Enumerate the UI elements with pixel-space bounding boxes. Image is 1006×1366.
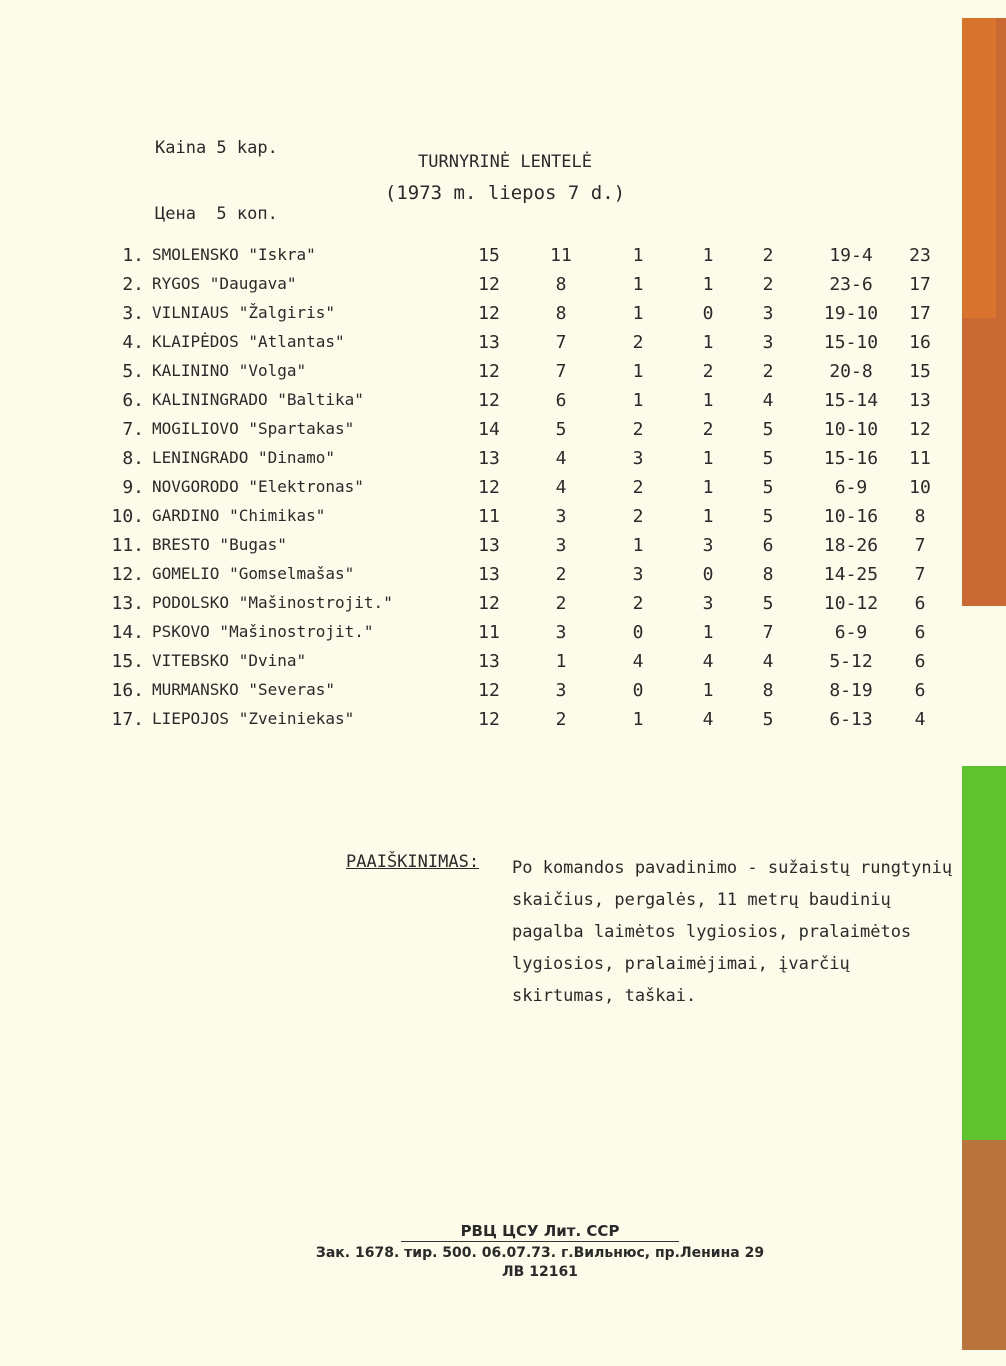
wins: 2 [555,564,567,585]
row-number: 16. [111,680,144,701]
penalty-draws-lost: 1 [702,622,714,643]
row-number: 1. [122,245,144,266]
penalty-draws-lost: 0 [702,303,714,324]
losses: 5 [762,506,774,527]
penalty-draws-won: 1 [632,361,644,382]
penalty-draws-lost: 1 [702,390,714,411]
losses: 7 [762,622,774,643]
goal-difference: 10-12 [823,593,879,614]
team-name: RYGOS "Daugava" [152,274,297,293]
games-played: 11 [478,622,500,643]
points: 7 [914,564,926,585]
wins: 6 [555,390,567,411]
table-row [100,593,950,622]
games-played: 12 [478,274,500,295]
imprint-publisher: РВЦ ЦСУ Лит. ССР [401,1222,680,1242]
goal-difference: 15-10 [823,332,879,353]
table-row [100,245,950,274]
games-played: 13 [478,448,500,469]
table-row [100,564,950,593]
goal-difference: 19-10 [823,303,879,324]
wins: 2 [555,593,567,614]
imprint-code: ЛВ 12161 [502,1264,578,1280]
games-played: 12 [478,361,500,382]
wins: 2 [555,709,567,730]
goal-difference: 15-16 [823,448,879,469]
team-name: GOMELIO "Gomselmašas" [152,564,355,583]
wins: 7 [555,361,567,382]
penalty-draws-lost: 2 [702,419,714,440]
games-played: 13 [478,651,500,672]
points: 6 [914,622,926,643]
row-number: 9. [122,477,144,498]
row-number: 12. [111,564,144,585]
table-row [100,709,950,738]
wins: 1 [555,651,567,672]
losses: 5 [762,709,774,730]
penalty-draws-won: 1 [632,245,644,266]
orange-edge-strip-bottom [962,1140,1006,1350]
table-row [100,303,950,332]
wins: 3 [555,506,567,527]
losses: 3 [762,303,774,324]
games-played: 12 [478,593,500,614]
table-title: TURNYRINĖ LENTELĖ [418,152,592,172]
points: 8 [914,506,926,527]
printer-imprint [290,1222,790,1280]
penalty-draws-won: 3 [632,564,644,585]
penalty-draws-won: 2 [632,506,644,527]
points: 12 [909,419,931,440]
row-number: 6. [122,390,144,411]
team-name: KLAIPĖDOS "Atlantas" [152,332,345,351]
losses: 4 [762,651,774,672]
table-row [100,622,950,651]
points: 6 [914,680,926,701]
penalty-draws-lost: 3 [702,593,714,614]
table-row [100,390,950,419]
penalty-draws-lost: 3 [702,535,714,556]
penalty-draws-won: 3 [632,448,644,469]
penalty-draws-lost: 1 [702,448,714,469]
goal-difference: 18-26 [823,535,879,556]
wins: 3 [555,680,567,701]
wins: 3 [555,622,567,643]
team-name: MOGILIOVO "Spartakas" [152,419,355,438]
points: 6 [914,651,926,672]
losses: 3 [762,332,774,353]
edge-gap [962,606,1006,766]
team-name: LIEPOJOS "Zveiniekas" [152,709,355,728]
row-number: 7. [122,419,144,440]
table-row [100,419,950,448]
losses: 2 [762,245,774,266]
team-name: SMOLENSKO "Iskra" [152,245,316,264]
goal-difference: 10-16 [823,506,879,527]
team-name: GARDINO "Chimikas" [152,506,326,525]
penalty-draws-won: 1 [632,390,644,411]
team-name: PSKOVO "Mašinostrojit." [152,622,374,641]
table-row [100,332,950,361]
penalty-draws-lost: 4 [702,651,714,672]
points: 6 [914,593,926,614]
penalty-draws-won: 2 [632,419,644,440]
penalty-draws-lost: 1 [702,680,714,701]
games-played: 13 [478,564,500,585]
standings-table [100,245,950,738]
penalty-draws-won: 1 [632,274,644,295]
goal-difference: 20-8 [829,361,873,382]
penalty-draws-won: 0 [632,622,644,643]
points: 17 [909,303,931,324]
team-name: VITEBSKO "Dvina" [152,651,307,670]
penalty-draws-won: 1 [632,303,644,324]
games-played: 12 [478,303,500,324]
wins: 4 [555,477,567,498]
row-number: 13. [111,593,144,614]
orange-edge-strip-top-inner [962,18,996,318]
wins: 11 [550,245,572,266]
points: 11 [909,448,931,469]
penalty-draws-lost: 1 [702,332,714,353]
goal-difference: 19-4 [829,245,873,266]
imprint-order: Зак. 1678. тир. 500. 06.07.73. г.Вильнюс, пр.Ленина 29 [315,1245,765,1261]
games-played: 11 [478,506,500,527]
row-number: 11. [111,535,144,556]
table-row [100,506,950,535]
penalty-draws-won: 4 [632,651,644,672]
points: 7 [914,535,926,556]
losses: 5 [762,448,774,469]
team-name: NOVGORODO "Elektronas" [152,477,364,496]
points: 10 [909,477,931,498]
table-date: (1973 m. liepos 7 d.) [384,182,626,204]
penalty-draws-lost: 1 [702,245,714,266]
losses: 8 [762,564,774,585]
games-played: 15 [478,245,500,266]
team-name: LENINGRADO "Dinamo" [152,448,336,467]
losses: 8 [762,680,774,701]
goal-difference: 6-9 [834,622,868,643]
row-number: 3. [122,303,144,324]
row-number: 10. [111,506,144,527]
table-row [100,477,950,506]
goal-difference: 6-9 [834,477,868,498]
price-lithuanian: Kaina 5 kap. [155,138,278,158]
wins: 8 [555,303,567,324]
goal-difference: 5-12 [829,651,873,672]
row-number: 17. [111,709,144,730]
games-played: 12 [478,680,500,701]
penalty-draws-lost: 2 [702,361,714,382]
penalty-draws-lost: 0 [702,564,714,585]
goal-difference: 23-6 [829,274,873,295]
wins: 4 [555,448,567,469]
games-played: 13 [478,535,500,556]
penalty-draws-won: 2 [632,477,644,498]
row-number: 5. [122,361,144,382]
table-row [100,535,950,564]
price-russian: Цена 5 коп. [155,204,278,224]
penalty-draws-lost: 4 [702,709,714,730]
losses: 6 [762,535,774,556]
penalty-draws-won: 2 [632,332,644,353]
points: 13 [909,390,931,411]
goal-difference: 10-10 [823,419,879,440]
points: 4 [914,709,926,730]
table-row [100,680,950,709]
row-number: 4. [122,332,144,353]
losses: 4 [762,390,774,411]
penalty-draws-won: 1 [632,709,644,730]
games-played: 12 [478,390,500,411]
table-row [100,274,950,303]
row-number: 2. [122,274,144,295]
wins: 7 [555,332,567,353]
table-row [100,448,950,477]
table-row [100,361,950,390]
penalty-draws-won: 1 [632,535,644,556]
team-name: PODOLSKO "Mašinostrojit." [152,593,393,612]
goal-difference: 14-25 [823,564,879,585]
games-played: 14 [478,419,500,440]
price-block [155,93,278,269]
points: 17 [909,274,931,295]
team-name: MURMANSKO "Severas" [152,680,336,699]
games-played: 12 [478,709,500,730]
losses: 5 [762,477,774,498]
points: 15 [909,361,931,382]
points: 16 [909,332,931,353]
penalty-draws-won: 0 [632,680,644,701]
losses: 5 [762,593,774,614]
goal-difference: 15-14 [823,390,879,411]
team-name: KALININO "Volga" [152,361,307,380]
losses: 2 [762,361,774,382]
explanation-label: PAAIŠKINIMAS: [346,852,480,872]
penalty-draws-won: 2 [632,593,644,614]
explanation-text: Po komandos pavadinimo - sužaistų rungtynių skaičius, pergalės, 11 metrų baudinių pagalba laimėtos lygiosios, pralaimėtos lygiosios, pralaimėjimai, įvarčių skirtumas, taškai. [512,858,953,1006]
goal-difference: 6-13 [829,709,873,730]
team-name: KALININGRADO "Baltika" [152,390,364,409]
row-number: 15. [111,651,144,672]
losses: 5 [762,419,774,440]
games-played: 13 [478,332,500,353]
penalty-draws-lost: 1 [702,274,714,295]
row-number: 14. [111,622,144,643]
losses: 2 [762,274,774,295]
row-number: 8. [122,448,144,469]
team-name: VILNIAUS "Žalgiris" [152,303,336,322]
penalty-draws-lost: 1 [702,477,714,498]
wins: 8 [555,274,567,295]
games-played: 12 [478,477,500,498]
wins: 3 [555,535,567,556]
table-row [100,651,950,680]
team-name: BRESTO "Bugas" [152,535,287,554]
goal-difference: 8-19 [829,680,873,701]
points: 23 [909,245,931,266]
penalty-draws-lost: 1 [702,506,714,527]
wins: 5 [555,419,567,440]
